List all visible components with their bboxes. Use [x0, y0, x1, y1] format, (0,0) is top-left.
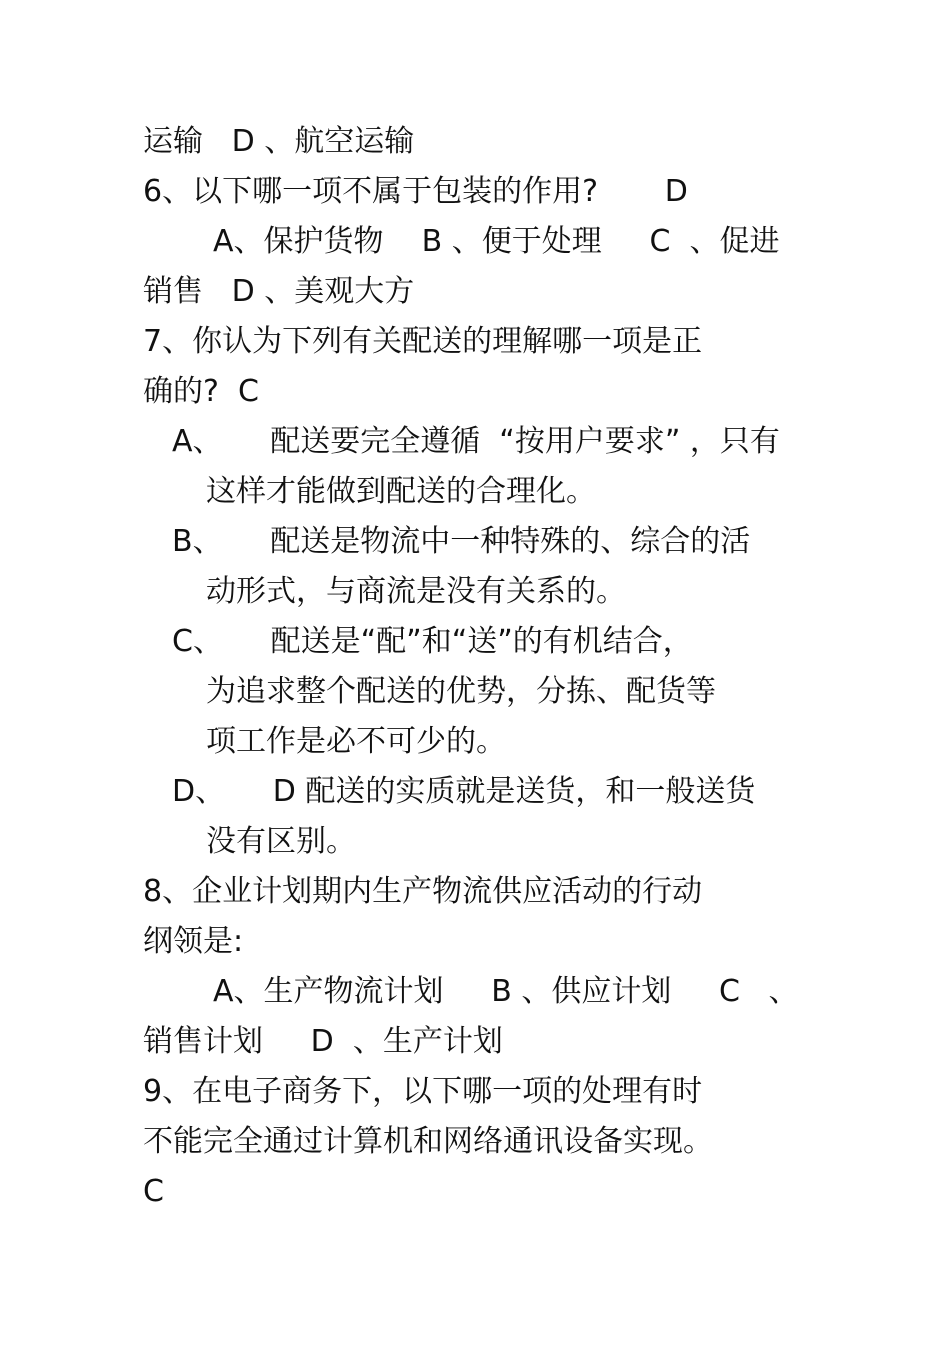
question-8-cont: 纲领是: — [143, 924, 244, 959]
question-9-answer: C — [143, 1174, 164, 1209]
question-8: 8、企业计划期内生产物流供应活动的行动 — [143, 874, 703, 909]
question-7-option-c-cont: 为追求整个配送的优势，分拣、配货等 — [206, 674, 716, 709]
question-7-option-a: A、 配送要完全遵循 “按用户要求” ，只有 — [172, 424, 780, 459]
text-line-continuation: 运输 D 、航空运输 — [143, 124, 415, 159]
question-9: 9、在电子商务下，以下哪一项的处理有时 — [143, 1074, 703, 1109]
question-7: 7、你认为下列有关配送的理解哪一项是正 — [143, 324, 703, 359]
question-8-options-cont: 销售计划 D 、生产计划 — [143, 1024, 503, 1059]
question-6-options-cont: 销售 D 、美观大方 — [143, 274, 415, 309]
question-6: 6、以下哪一项不属于包装的作用? D — [143, 174, 688, 209]
question-7-option-b-cont: 动形式，与商流是没有关系的。 — [206, 574, 626, 609]
question-7-cont: 确的? C — [143, 374, 259, 409]
question-7-option-c-cont2: 项工作是必不可少的。 — [206, 724, 506, 759]
question-9-cont: 不能完全通过计算机和网络通讯设备实现。 — [143, 1124, 713, 1159]
question-7-option-c: C、 配送是“配”和“送”的有机结合， — [172, 624, 693, 659]
question-7-option-d-cont: 没有区别。 — [206, 824, 356, 859]
question-7-option-a-cont: 这样才能做到配送的合理化。 — [206, 474, 596, 509]
question-7-option-b: B、 配送是物流中一种特殊的、综合的活 — [172, 524, 751, 559]
question-6-options: A、保护货物 B 、便于处理 C 、促进 — [213, 224, 780, 259]
question-8-options: A、生产物流计划 B 、供应计划 C 、 — [213, 974, 799, 1009]
question-7-option-d: D、 D 配送的实质就是送货，和一般送货 — [172, 774, 756, 809]
